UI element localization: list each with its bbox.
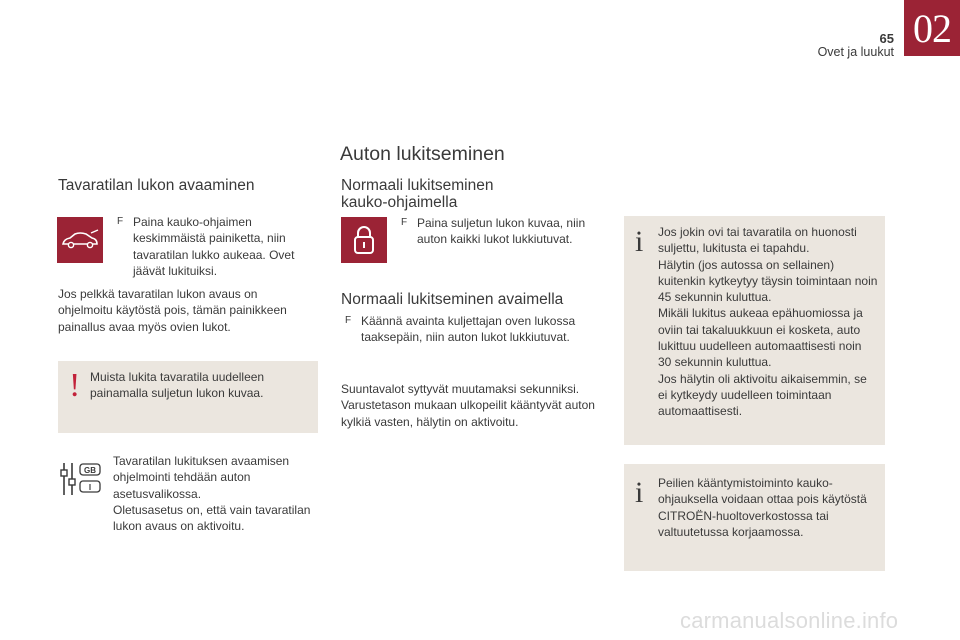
page-title: Auton lukitseminen <box>340 143 505 165</box>
remote-heading-line1: Normaali lukitseminen <box>341 177 494 194</box>
remote-bullet <box>401 215 596 248</box>
section-heading-key: Normaali lukitseminen avaimella <box>341 291 564 308</box>
info-locking-p1: Jos jokin ovi tai tavaratila on huonosti suljettu, lukitusta ei tapahdu. <box>658 225 857 256</box>
bullet-mark: F <box>401 217 408 228</box>
info-text-mirrors: Peilien kääntymistoiminto kauko-ohjauksella voidaan ottaa pois käytöstä CITROËN-huoltoverkostossa tai valtuutetussa korjaamossa. <box>658 476 867 539</box>
page-number: 65 <box>879 31 894 46</box>
bullet-mark: F <box>345 315 352 326</box>
section-heading-trunk: Tavaratilan lukon avaaminen <box>58 177 255 194</box>
trunk-bullet-text: Paina kauko-ohjaimen keskimmäistä painiketta, niin tavaratilan lukko aukeaa. Ovet jäävät lukituiksi. <box>133 215 295 278</box>
settings-config-icon <box>58 461 104 497</box>
trunk-bullet <box>117 214 307 279</box>
chapter-number: 02 <box>913 5 951 51</box>
config-i-label: I <box>88 483 92 492</box>
trunk-paragraph: Jos pelkkä tavaratilan lukon avaus on ohjelmoitu käytöstä pois, tämän painikkeen painallus avaa myös ovien lukot. <box>58 287 287 334</box>
info-locking-p3: Mikäli lukitus aukeaa epähuomiossa ja oviin tai takaluukkuun ei kosketa, auto lukittuu uudelleen automaattisesti noin 30 sekunnin kuluttua. <box>658 306 863 370</box>
key-bullet <box>345 313 595 346</box>
info-icon: i <box>635 476 644 509</box>
info-locking-p2: Hälytin (jos autossa on sellainen) kuitenkin kytkeytyy täysin toimintaan noin 45 sekunnin kuluttua. <box>658 257 878 305</box>
info-text-locking <box>658 224 878 420</box>
config-gb-label: GB <box>84 466 96 475</box>
info-box-locking <box>624 216 885 445</box>
info-locking-p4: Jos hälytin oli aktivoitu aikaisemmin, se ei kytkeydy uudelleen toimintaan automaattisesti. <box>658 371 867 419</box>
warning-text: Muista lukita tavaratila uudelleen painamalla suljetun lukon kuvaa. <box>90 370 265 401</box>
chapter-title: Ovet ja luukut <box>817 45 894 59</box>
info-icon: i <box>635 225 644 258</box>
section-heading-remote <box>341 177 493 211</box>
padlock-icon <box>341 217 387 263</box>
bullet-mark: F <box>117 216 124 227</box>
chapter-tab <box>904 0 960 56</box>
config-text-line1: Tavaratilan lukituksen avaamisen ohjelmointi tehdään auton asetusvalikossa. <box>113 454 290 501</box>
car-unlock-icon <box>57 217 103 263</box>
remote-bullet-text: Paina suljetun lukon kuvaa, niin auton kaikki lukot lukkiutuvat. <box>417 216 586 247</box>
key-bullet-text: Käännä avainta kuljettajan oven lukossa taaksepäin, niin auton lukot lukkiutuvat. <box>361 314 576 345</box>
info-box-mirrors <box>624 464 885 571</box>
config-text <box>113 453 318 534</box>
remote-heading-line2: kauko-ohjaimella <box>341 194 458 211</box>
config-text-line2: Oletusasetus on, että vain tavaratilan lukon avaus on aktivoitu. <box>113 502 311 534</box>
key-paragraph: Suuntavalot syttyvät muutamaksi sekunniksi. Varustetason mukaan ulkopeilit kääntyvät auton kylkiä vasten, hälytin on aktivoitu. <box>341 382 595 429</box>
watermark: carmanualsonline.info <box>680 608 899 633</box>
warning-icon: ! <box>69 367 81 404</box>
warning-box <box>58 361 318 433</box>
